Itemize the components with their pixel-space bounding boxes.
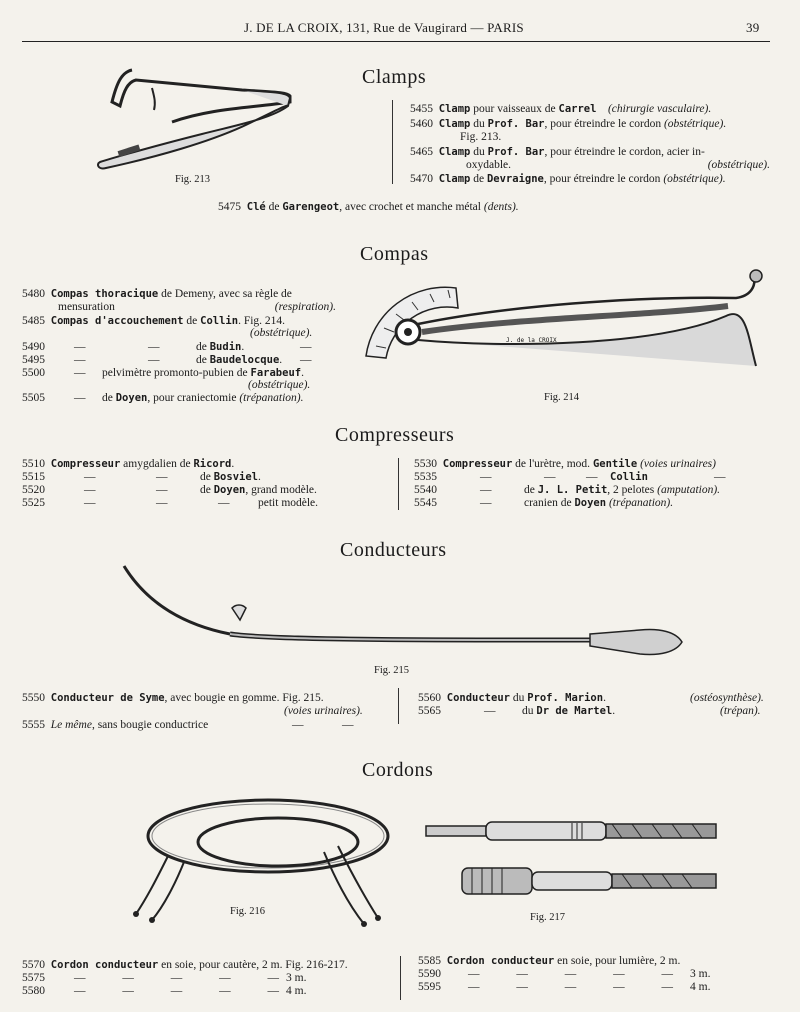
list-item-5570: 5570 Cordon conducteur en soie, pour cautère, 2 m. Fig. 216-217. xyxy=(22,959,348,971)
list-item-5480: 5480 Compas thoracique de Demeny, avec sa règle de xyxy=(22,288,292,300)
list-item-5575: 5575 — — — — — 3 m. xyxy=(22,972,307,984)
list-item-5520: 5520 — — de Doyen, grand modèle. xyxy=(22,484,317,496)
figure-caption-213: Fig. 213 xyxy=(175,174,211,185)
list-item-5580: 5580 — — — — — 4 m. xyxy=(22,985,307,997)
figure-caption-216: Fig. 216 xyxy=(230,906,266,917)
list-item-5495: 5495 — — de Baudelocque. — xyxy=(22,354,312,366)
list-item-5485-use: (obstétrique). xyxy=(250,327,313,339)
list-item-5515: 5515 — — de Bosviel. xyxy=(22,471,261,483)
list-item-5560: 5560 Conducteur du Prof. Marion. xyxy=(418,692,606,704)
column-divider-cordons xyxy=(400,956,401,1000)
cordon-illustration-217 xyxy=(422,818,722,908)
list-item-5555: 5555 Le même, sans bougie conductrice — — xyxy=(22,719,354,731)
list-item-5480-line2: mensuration (respiration). xyxy=(58,301,336,313)
list-item-5475: 5475 Clé de Garengeot, avec crochet et manche métal (dents). xyxy=(218,201,519,213)
section-title-conducteurs: Conducteurs xyxy=(340,539,447,561)
list-item-5485: 5485 Compas d'accouchement de Collin. Fig. 214. xyxy=(22,315,286,327)
list-item-5460-line2: Fig. 213. xyxy=(460,131,502,143)
list-item-5505: 5505 — de Doyen, pour craniectomie (trépanation). xyxy=(22,392,304,404)
page-number: 39 xyxy=(746,20,760,35)
column-divider-compresseurs xyxy=(398,458,399,510)
list-item-5500: 5500 — pelvimètre promonto-pubien de Farabeuf. xyxy=(22,367,304,379)
section-title-compresseurs: Compresseurs xyxy=(335,424,455,446)
section-title-compas: Compas xyxy=(360,243,429,265)
list-item-5595: 5595 — — — — — 4 m. xyxy=(418,981,711,993)
list-item-5540: 5540 — de J. L. Petit, 2 pelotes (amputation). xyxy=(414,484,721,496)
list-item-5490: 5490 — — de Budin. — xyxy=(22,341,312,353)
list-item-5510: 5510 Compresseur amygdalien de Ricord. xyxy=(22,458,235,470)
figure-caption-215: Fig. 215 xyxy=(374,665,410,676)
list-item-5550-use: (voies urinaires). xyxy=(284,705,363,717)
figure-caption-214: Fig. 214 xyxy=(544,392,580,403)
list-item-5530: 5530 Compresseur de l'urètre, mod. Gentile (voies urinaires) xyxy=(414,458,716,470)
list-item-5565-use: (trépan). xyxy=(720,705,761,717)
list-item-5585: 5585 Cordon conducteur en soie, pour lumière, 2 m. xyxy=(418,955,681,967)
list-item-5465: 5465 Clamp du Prof. Bar, pour étreindre le cordon, acier in- xyxy=(410,146,705,158)
list-item-5500-use: (obstétrique). xyxy=(248,379,311,391)
figure-caption-217: Fig. 217 xyxy=(530,912,566,923)
column-divider-conducteurs xyxy=(398,688,399,724)
list-item-5455: 5455 Clamp pour vaisseaux de Carrel (chirurgie vasculaire). xyxy=(410,103,712,115)
column-divider-clamps xyxy=(392,100,393,184)
conducteur-illustration xyxy=(120,562,700,672)
list-item-5565: 5565 — du Dr de Martel. xyxy=(418,705,616,717)
list-item-5525: 5525 — — — petit modèle. xyxy=(22,497,319,509)
section-title-clamps: Clamps xyxy=(362,66,427,88)
list-item-5545: 5545 — cranien de Doyen (trépanation). xyxy=(414,497,674,509)
list-item-5470: 5470 Clamp de Devraigne, pour étreindre le cordon (obstétrique). xyxy=(410,173,726,185)
list-item-5465-line2: oxydable. (obstétrique). xyxy=(466,159,770,171)
header-rule xyxy=(22,41,770,42)
clamp-illustration xyxy=(92,62,312,182)
compas-illustration xyxy=(356,266,776,406)
list-item-5560-use: (ostéosynthèse). xyxy=(690,692,764,704)
list-item-5460: 5460 Clamp du Prof. Bar, pour étreindre le cordon (obstétrique). xyxy=(410,118,727,130)
compas-engraving: J. de la CROIX xyxy=(506,337,557,344)
section-title-cordons: Cordons xyxy=(362,759,434,781)
page-header-address: J. DE LA CROIX, 131, Rue de Vaugirard — PARIS xyxy=(244,20,524,35)
list-item-5590: 5590 — — — — — 3 m. xyxy=(418,968,711,980)
list-item-5535: 5535 — — — Collin — xyxy=(414,471,726,483)
list-item-5550: 5550 Conducteur de Syme, avec bougie en gomme. Fig. 215. xyxy=(22,692,324,704)
